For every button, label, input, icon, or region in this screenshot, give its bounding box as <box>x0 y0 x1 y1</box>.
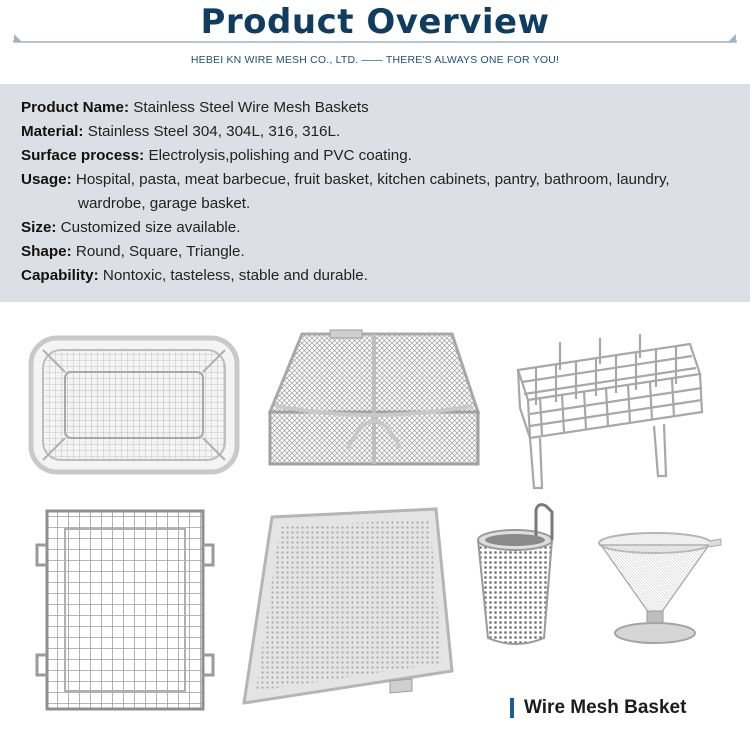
spec-surface: Surface process: Electrolysis,polishing and PVC coating. <box>21 147 412 164</box>
caption-text: Wire Mesh Basket <box>524 697 687 718</box>
caption <box>510 697 686 719</box>
spec-size: Size: Customized size available. <box>21 219 241 236</box>
spec-usage: Usage: Hospital, pasta, meat barbecue, fruit basket, kitchen cabinets, pantry, bathroom, laundry, <box>21 171 670 188</box>
header <box>0 0 750 84</box>
company-tagline: HEBEI KN WIRE MESH CO., LTD. —— THERE'S ALWAYS ONE FOR YOU! <box>190 54 560 66</box>
page-title: Product Overview <box>200 2 550 42</box>
conical-coffee-filter-photo <box>595 525 725 650</box>
rectangular-wire-basket-photo <box>25 330 245 480</box>
round-perforated-basket-photo <box>468 500 568 655</box>
spec-usage-continued: wardrobe, garage basket. <box>78 195 251 212</box>
perforated-tray-photo <box>240 505 455 710</box>
title-underline <box>0 28 750 52</box>
spec-shape: Shape: Round, Square, Triangle. <box>21 243 245 260</box>
spec-capability: Capability: Nontoxic, tasteless, stable and durable. <box>21 267 368 284</box>
wire-rack-basket-photo <box>500 330 710 495</box>
spec-material: Material: Stainless Steel 304, 304L, 316, 316L. <box>21 123 341 140</box>
square-grid-basket-photo <box>35 505 215 715</box>
caption-accent-bar <box>510 698 514 718</box>
twin-wire-basket-photo <box>262 328 482 473</box>
spec-panel <box>0 84 750 302</box>
spec-product-name: Product Name: Stainless Steel Wire Mesh Baskets <box>21 99 369 116</box>
